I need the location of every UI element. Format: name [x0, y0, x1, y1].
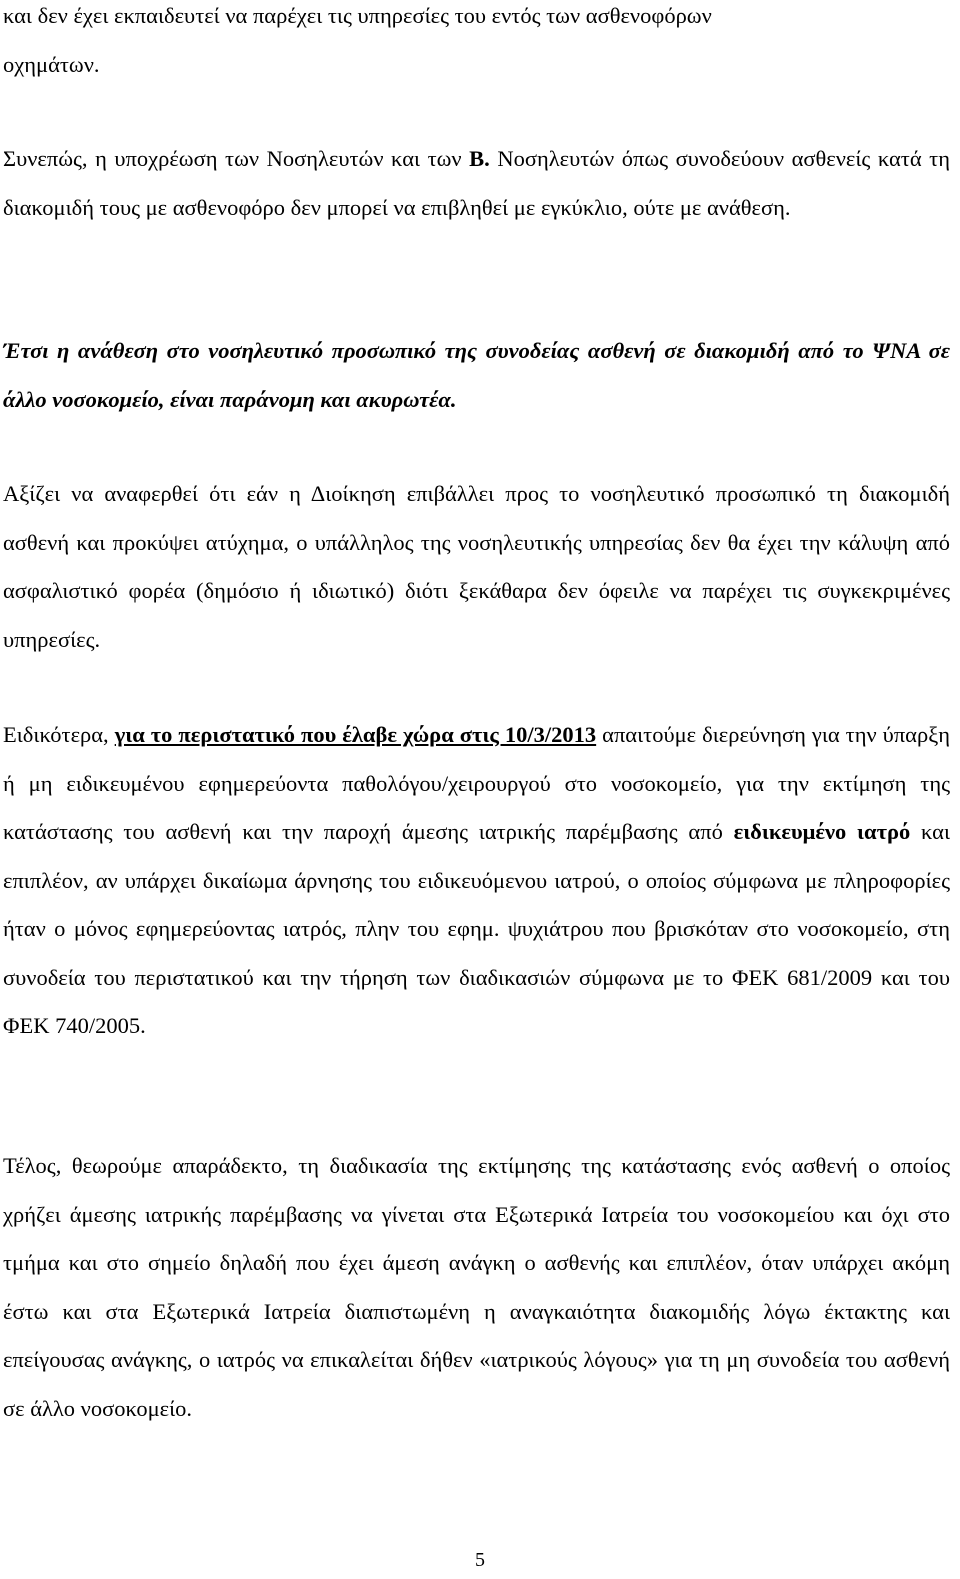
paragraph-obligation-bold: Β.: [469, 146, 490, 171]
paragraph-incident-text-2: απαιτούμε διερεύνηση για την ύπαρξη ή μη ειδικευμένου εφημερεύοντα παθολόγου/χειρουργού στο νοσοκομείο, για την εκτίμηση της κατάστασης του ασθενή και την παροχή άμεσης ιατρικής παρέμβασης από: [3, 722, 950, 844]
paragraph-incident: [3, 711, 950, 1051]
paragraph-obligation-text-1: Συνεπώς, η υποχρέωση των Νοσηλευτών και των: [3, 146, 470, 171]
paragraph-continuation: [3, 0, 950, 89]
paragraph-conclusion-illegal: [3, 327, 950, 424]
paragraph-incident-date-emphasis: για το περιστατικό που έλαβε χώρα στις 10/3/2013: [114, 722, 597, 747]
paragraph-incident-specialist-emphasis: ειδικευμένο ιατρό: [733, 819, 911, 844]
paragraph-insurance: [3, 470, 950, 664]
paragraph-continuation-line-1: και δεν έχει εκπαιδευτεί να παρέχει τις υπηρεσίες του εντός των ασθενοφόρων: [3, 3, 712, 28]
paragraph-obligation: [3, 135, 950, 232]
page-number: 5: [475, 1549, 485, 1571]
paragraph-incident-text-3: και επιπλέον, αν υπάρχει δικαίωμα άρνησης του ειδικευόμενου ιατρού, ο οποίος σύμφωνα με πληροφορίες ήταν ο μόνος εφημερεύοντας ιατρός, πλην του εφημ. ψυχιάτρου που βρισκόταν στο νοσοκομείο, στη συνοδεία του περιστατικού και την τήρηση των διαδικασιών σύμφωνα με το ΦΕΚ 681/2009 και του ΦΕΚ 740/2005.: [3, 819, 950, 1038]
paragraph-conclusion-illegal-text: Έτσι η ανάθεση στο νοσηλευτικό προσωπικό της συνοδείας ασθενή σε διακομιδή από το ΨΝΑ σε άλλο νοσοκομείο, είναι παράνομη και ακυρωτέα.: [3, 338, 950, 412]
paragraph-continuation-line-2: οχημάτων.: [3, 51, 100, 77]
paragraph-obligation-text-2: Νοσηλευτών όπως συνοδεύουν ασθενείς κατά τη διακομιδή τους με ασθενοφόρο δεν μπορεί να επιβληθεί με εγκύκλιο, ούτε με ανάθεση.: [3, 146, 950, 220]
paragraph-incident-text-1: Ειδικότερα,: [3, 722, 115, 747]
paragraph-insurance-text: Αξίζει να αναφερθεί ότι εάν η Διοίκηση επιβάλλει προς το νοσηλευτικό προσωπικό τη διακομιδή ασθενή και προκύψει ατύχημα, ο υπάλληλος της νοσηλευτικής υπηρεσίας δεν θα έχει την κάλυψη από ασφαλιστικό φορέα (δημόσιο ή ιδιωτικό) διότι ξεκάθαρα δεν όφειλε να παρέχει τις συγκεκριμένες υπηρεσίες.: [3, 481, 950, 652]
paragraph-final-text: Τέλος, θεωρούμε απαράδεκτο, τη διαδικασία της εκτίμησης της κατάστασης ενός ασθενή ο οποίος χρήζει άμεσης ιατρικής παρέμβασης να γίνεται στα Εξωτερικά Ιατρεία του νοσοκομείου και όχι στο τμήμα και στο σημείο δηλαδή που έχει άμεση ανάγκη ο ασθενής και επιπλέον, όταν υπάρχει ακόμη έστω και στα Εξωτερικά Ιατρεία διαπιστωμένη η αναγκαιότητα διακομιδής λόγω έκτακτης και επείγουσας ανάγκης, ο ιατρός να επικαλείται δήθεν «ιατρικούς λόγους» για τη μη συνοδεία του ασθενή σε άλλο νοσοκομείο.: [3, 1153, 950, 1421]
paragraph-final: [3, 1142, 950, 1433]
